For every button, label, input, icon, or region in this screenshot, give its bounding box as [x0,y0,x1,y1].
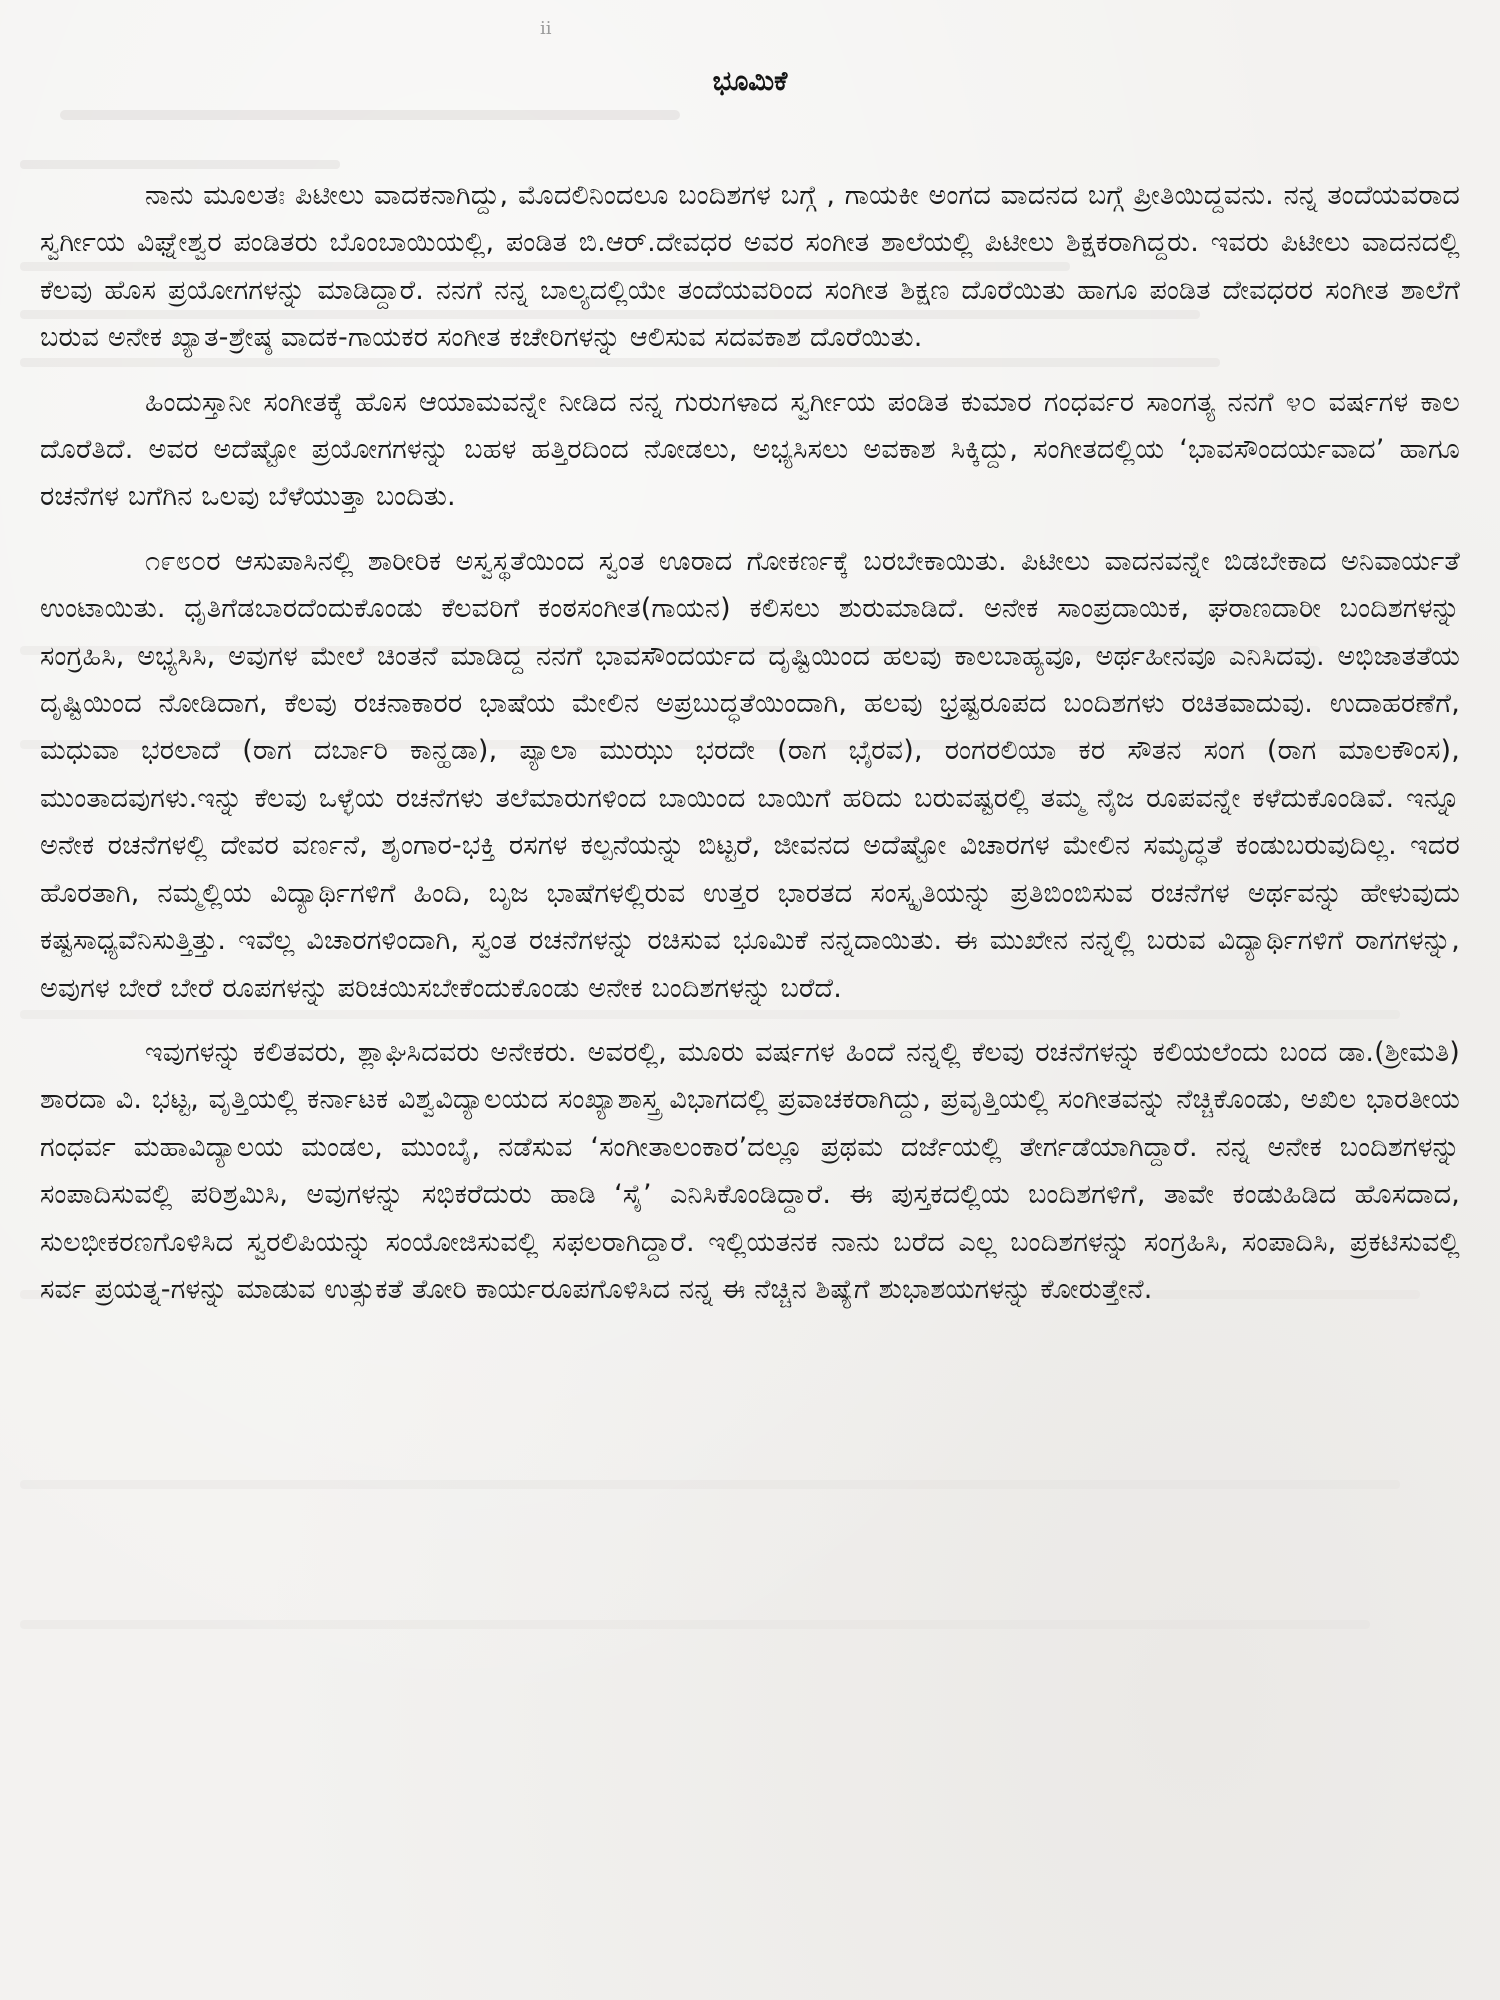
bleed-line [20,160,340,169]
paragraph: ನಾನು ಮೂಲತಃ ಪಿಟೀಲು ವಾದಕನಾಗಿದ್ದು, ಮೊದಲಿನಿಂದಲೂ ಬಂದಿಶಗಳ ಬಗ್ಗೆ , ಗಾಯಕೀ ಅಂಗದ ವಾದನದ ಬಗ್ಗೆ ಪ್ರೀತಿಯಿದ್ದವನು. ನನ್ನ ತಂದೆಯವರಾದ ಸ್ವರ್ಗೀಯ ವಿಘ್ನೇಶ್ವರ ಪಂಡಿತರು ಬೊಂಬಾಯಿಯಲ್ಲಿ, ಪಂಡಿತ ಬಿ.ಆರ್.ದೇವಧರ ಅವರ ಸಂಗೀತ ಶಾಲೆಯಲ್ಲಿ ಪಿಟೀಲು ಶಿಕ್ಷಕರಾಗಿದ್ದರು. ಇವರು ಪಿಟೀಲು ವಾದನದಲ್ಲಿ ಕೆಲವು ಹೊಸ ಪ್ರಯೋಗಗಳನ್ನು ಮಾಡಿದ್ದಾರೆ. ನನಗೆ ನನ್ನ ಬಾಲ್ಯದಲ್ಲಿಯೇ ತಂದೆಯವರಿಂದ ಸಂಗೀತ ಶಿಕ್ಷಣ ದೊರೆಯಿತು ಹಾಗೂ ಪಂಡಿತ ದೇವಧರರ ಸಂಗೀತ ಶಾಲೆಗೆ ಬರುವ ಅನೇಕ ಖ್ಯಾತ-ಶ್ರೇಷ್ಠ ವಾದಕ-ಗಾಯಕರ ಸಂಗೀತ ಕಚೇರಿಗಳನ್ನು ಆಲಿಸುವ ಸದವಕಾಶ ದೊರೆಯಿತು. [40,180,1460,354]
paragraph: ಹಿಂದುಸ್ತಾನೀ ಸಂಗೀತಕ್ಕೆ ಹೊಸ ಆಯಾಮವನ್ನೇ ನೀಡಿದ ನನ್ನ ಗುರುಗಳಾದ ಸ್ವರ್ಗೀಯ ಪಂಡಿತ ಕುಮಾರ ಗಂಧರ್ವರ ಸಾಂಗತ್ಯ ನನಗೆ ೪೦ ವರ್ಷಗಳ ಕಾಲ ದೊರೆತಿದೆ. ಅವರ ಅದೆಷ್ಟೋ ಪ್ರಯೋಗಗಳನ್ನು ಬಹಳ ಹತ್ತಿರದಿಂದ ನೋಡಲು, ಅಭ್ಯಸಿಸಲು ಅವಕಾಶ ಸಿಕ್ಕಿದ್ದು, ಸಂಗೀತದಲ್ಲಿಯ ‘ಭಾವಸೌಂದರ್ಯವಾದ’ ಹಾಗೂ ರಚನೆಗಳ ಬಗೆಗಿನ ಒಲವು ಬೆಳೆಯುತ್ತಾ ಬಂದಿತು. [40,386,1460,513]
page-number: ii [540,18,552,39]
bleed-line [60,110,680,120]
bleed-line [20,1480,1400,1489]
bleed-line [20,1620,1370,1629]
page-title: ಭೂಮಿಕೆ [712,66,788,97]
paragraph: ೧೯೮೦ರ ಆಸುಪಾಸಿನಲ್ಲಿ ಶಾರೀರಿಕ ಅಸ್ವಸ್ಥತೆಯಿಂದ ಸ್ವಂತ ಊರಾದ ಗೋಕರ್ಣಕ್ಕೆ ಬರಬೇಕಾಯಿತು. ಪಿಟೀಲು ವಾದನವನ್ನೇ ಬಿಡಬೇಕಾದ ಅನಿವಾರ್ಯತೆ ಉಂಟಾಯಿತು. ಧೃತಿಗೆಡಬಾರದೆಂದುಕೊಂಡು ಕೆಲವರಿಗೆ ಕಂಠಸಂಗೀತ(ಗಾಯನ) ಕಲಿಸಲು ಶುರುಮಾಡಿದೆ. ಅನೇಕ ಸಾಂಪ್ರದಾಯಿಕ, ಘರಾಣದಾರೀ ಬಂದಿಶಗಳನ್ನು ಸಂಗ್ರಹಿಸಿ, ಅಭ್ಯಸಿಸಿ, ಅವುಗಳ ಮೇಲೆ ಚಿಂತನೆ ಮಾಡಿದ್ದ ನನಗೆ ಭಾವಸೌಂದರ್ಯದ ದೃಷ್ಟಿಯಿಂದ ಹಲವು ಕಾಲಬಾಹ್ಯವೂ, ಅರ್ಥಹೀನವೂ ಎನಿಸಿದವು. ಅಭಿಜಾತತೆಯ ದೃಷ್ಟಿಯಿಂದ ನೋಡಿದಾಗ, ಕೆಲವು ರಚನಾಕಾರರ ಭಾಷೆಯ ಮೇಲಿನ ಅಪ್ರಬುದ್ಧತೆಯಿಂದಾಗಿ, ಹಲವು ಭ್ರಷ್ಟರೂಪದ ಬಂದಿಶಗಳು ರಚಿತವಾದುವು. ಉದಾಹರಣೆಗೆ, ಮಧುವಾ ಭರಲಾದೆ (ರಾಗ ದರ್ಬಾರಿ ಕಾನ್ಹಡಾ), ಪ್ಯಾಲಾ ಮುಝು ಭರದೇ (ರಾಗ ಭೈರವ), ರಂಗರಲಿಯಾ ಕರ ಸೌತನ ಸಂಗ (ರಾಗ ಮಾಲಕೌಂಸ), ಮುಂತಾದವುಗಳು.ಇನ್ನು ಕೆಲವು ಒಳ್ಳೆಯ ರಚನೆಗಳು ತಲೆಮಾರುಗಳಿಂದ ಬಾಯಿಂದ ಬಾಯಿಗೆ ಹರಿದು ಬರುವಷ್ಟರಲ್ಲಿ ತಮ್ಮ ನೈಜ ರೂಪವನ್ನೇ ಕಳೆದುಕೊಂಡಿವೆ. ಇನ್ನೂ ಅನೇಕ ರಚನೆಗಳಲ್ಲಿ ದೇವರ ವರ್ಣನೆ, ಶೃಂಗಾರ-ಭಕ್ತಿ ರಸಗಳ ಕಲ್ಪನೆಯನ್ನು ಬಿಟ್ಟರೆ, ಜೀವನದ ಅದೆಷ್ಟೋ ವಿಚಾರಗಳ ಮೇಲಿನ ಸಮೃದ್ಧತೆ ಕಂಡುಬರುವುದಿಲ್ಲ. ಇದರ ಹೊರತಾಗಿ, ನಮ್ಮಲ್ಲಿಯ ವಿದ್ಯಾರ್ಥಿಗಳಿಗೆ ಹಿಂದಿ, ಬೃಜ ಭಾಷೆಗಳಲ್ಲಿರುವ ಉತ್ತರ ಭಾರತದ ಸಂಸ್ಕೃತಿಯನ್ನು ಪ್ರತಿಬಿಂಬಿಸುವ ರಚನೆಗಳ ಅರ್ಥವನ್ನು ಹೇಳುವುದು ಕಷ್ಟಸಾಧ್ಯವೆನಿಸುತ್ತಿತ್ತು. ಇವೆಲ್ಲ ವಿಚಾರಗಳಿಂದಾಗಿ, ಸ್ವಂತ ರಚನೆಗಳನ್ನು ರಚಿಸುವ ಭೂಮಿಕೆ ನನ್ನದಾಯಿತು. ಈ ಮುಖೇನ ನನ್ನಲ್ಲಿ ಬರುವ ವಿದ್ಯಾರ್ಥಿಗಳಿಗೆ ರಾಗಗಳನ್ನು, ಅವುಗಳ ಬೇರೆ ಬೇರೆ ರೂಪಗಳನ್ನು ಪರಿಚಯಿಸಬೇಕೆಂದುಕೊಂಡು ಅನೇಕ ಬಂದಿಶಗಳನ್ನು ಬರೆದೆ. [40,545,1460,1004]
paragraph: ಇವುಗಳನ್ನು ಕಲಿತವರು, ಶ್ಲಾಘಿಸಿದವರು ಅನೇಕರು. ಅವರಲ್ಲಿ, ಮೂರು ವರ್ಷಗಳ ಹಿಂದೆ ನನ್ನಲ್ಲಿ ಕೆಲವು ರಚನೆಗಳನ್ನು ಕಲಿಯಲೆಂದು ಬಂದ ಡಾ.(ಶ್ರೀಮತಿ) ಶಾರದಾ ವಿ. ಭಟ್ಟ, ವೃತ್ತಿಯಲ್ಲಿ ಕರ್ನಾಟಕ ವಿಶ್ವವಿದ್ಯಾಲಯದ ಸಂಖ್ಯಾಶಾಸ್ತ್ರ ವಿಭಾಗದಲ್ಲಿ ಪ್ರವಾಚಕರಾಗಿದ್ದು, ಪ್ರವೃತ್ತಿಯಲ್ಲಿ ಸಂಗೀತವನ್ನು ನೆಚ್ಚಿಕೊಂಡು, ಅಖಿಲ ಭಾರತೀಯ ಗಂಧರ್ವ ಮಹಾವಿದ್ಯಾಲಯ ಮಂಡಲ, ಮುಂಬೈ, ನಡೆಸುವ ‘ಸಂಗೀತಾಲಂಕಾರ’ದಲ್ಲೂ ಪ್ರಥಮ ದರ್ಜೆಯಲ್ಲಿ ತೇರ್ಗಡೆಯಾಗಿದ್ದಾರೆ. ನನ್ನ ಅನೇಕ ಬಂದಿಶಗಳನ್ನು ಸಂಪಾದಿಸುವಲ್ಲಿ ಪರಿಶ್ರಮಿಸಿ, ಅವುಗಳನ್ನು ಸಭಿಕರೆದುರು ಹಾಡಿ ‘ಸೈ’ ಎನಿಸಿಕೊಂಡಿದ್ದಾರೆ. ಈ ಪುಸ್ತಕದಲ್ಲಿಯ ಬಂದಿಶಗಳಿಗೆ, ತಾವೇ ಕಂಡುಹಿಡಿದ ಹೊಸದಾದ, ಸುಲಭೀಕರಣಗೊಳಿಸಿದ ಸ್ವರಲಿಪಿಯನ್ನು ಸಂಯೋಜಿಸುವಲ್ಲಿ ಸಫಲರಾಗಿದ್ದಾರೆ. ಇಲ್ಲಿಯತನಕ ನಾನು ಬರೆದ ಎಲ್ಲ ಬಂದಿಶಗಳನ್ನು ಸಂಗ್ರಹಿಸಿ, ಸಂಪಾದಿಸಿ, ಪ್ರಕಟಿಸುವಲ್ಲಿ ಸರ್ವ ಪ್ರಯತ್ನ-ಗಳನ್ನು ಮಾಡುವ ಉತ್ಸುಕತೆ ತೋರಿ ಕಾರ್ಯರೂಪಗೊಳಿಸಿದ ನನ್ನ ಈ ನೆಚ್ಚಿನ ಶಿಷ್ಯೆಗೆ ಶುಭಾಶಯಗಳನ್ನು ಕೋರುತ್ತೇನೆ. [40,1036,1460,1305]
body-text [40,172,1460,1330]
